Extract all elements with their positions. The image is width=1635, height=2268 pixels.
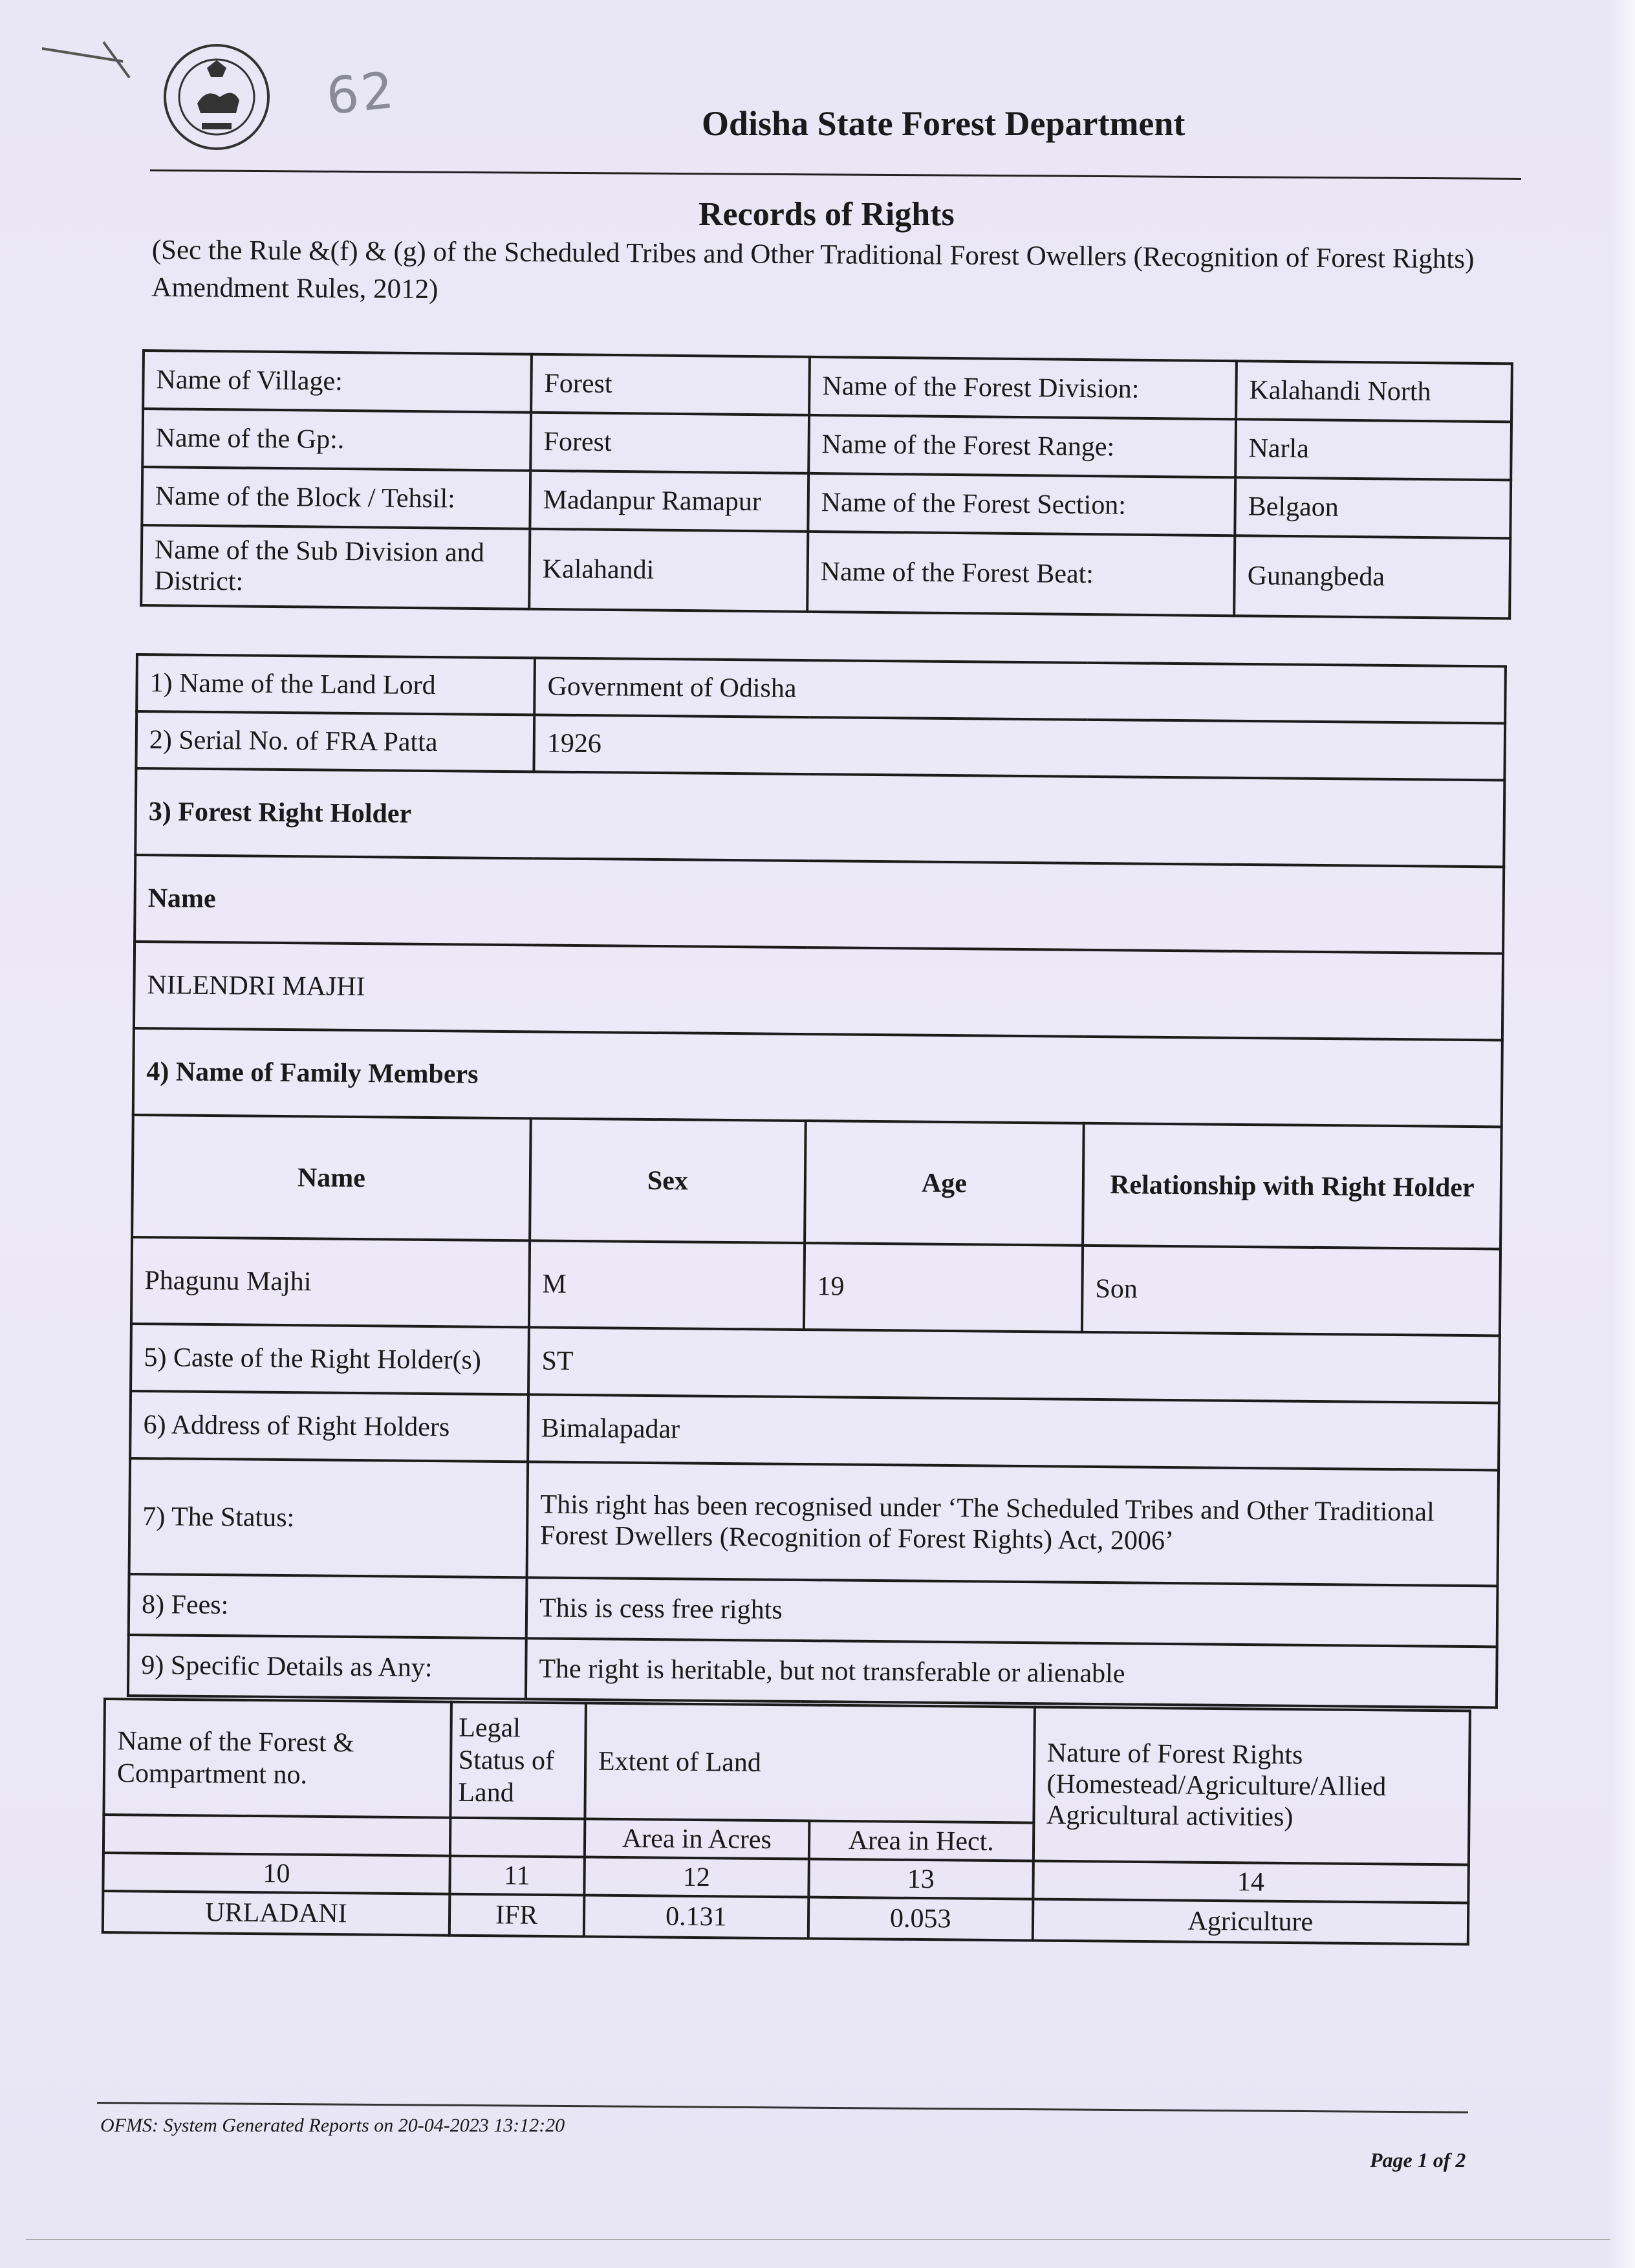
land-extent-table	[102, 1698, 1471, 1945]
rights-details-table	[127, 653, 1507, 1709]
forest-value: URLADANI	[103, 1891, 449, 1936]
col-area-hect: Area in Hect.	[809, 1821, 1034, 1861]
beat-value: Gunangbeda	[1234, 535, 1510, 618]
col-number-13: 13	[808, 1859, 1033, 1899]
range-value: Narla	[1235, 419, 1511, 480]
gp-value: Forest	[530, 413, 809, 473]
block-value: Madanpur Ramapur	[530, 471, 808, 532]
generated-report-note: OFMS: System Generated Reports on 20-04-2023 13:12:20	[100, 2115, 565, 2136]
landlord-value: Government of Odisha	[534, 658, 1506, 723]
pen-stroke-mark	[39, 36, 142, 87]
division-value: Kalahandi North	[1236, 361, 1512, 422]
division-label: Name of the Forest Division:	[809, 357, 1237, 419]
family-member-name: Phagunu Majhi	[131, 1237, 530, 1327]
holder-name: NILENDRI MAJHI	[134, 942, 1503, 1040]
legal-value: IFR	[449, 1894, 584, 1937]
footer-divider	[97, 2102, 1468, 2113]
address-value: Bimalapadar	[528, 1394, 1499, 1470]
family-member-age: 19	[804, 1243, 1083, 1332]
address-label: 6) Address of Right Holders	[130, 1391, 528, 1462]
family-col-sex: Sex	[530, 1118, 806, 1243]
table-row	[129, 1574, 1498, 1647]
col-nature: Nature of Forest Rights (Homestead/Agriculture/Allied Agricultural activities)	[1033, 1707, 1469, 1865]
status-line-2: Forest Dwellers (Recognition of Forest Rights) Act, 2006’	[539, 1520, 1175, 1556]
status-label: 7) The Status:	[129, 1458, 528, 1577]
landlord-label: 1) Name of the Land Lord	[136, 654, 535, 715]
block-label: Name of the Block / Tehsil:	[142, 467, 530, 529]
name-heading: Name	[135, 855, 1504, 953]
col-number-14: 14	[1033, 1861, 1469, 1903]
fees-value: This is cess free rights	[526, 1577, 1498, 1647]
serial-label: 2) Serial No. of FRA Patta	[136, 711, 534, 772]
section-value: Belgaon	[1235, 477, 1511, 538]
acres-value: 0.131	[584, 1895, 808, 1938]
specific-value: The right is heritable, but not transferable or alienable	[526, 1638, 1497, 1707]
status-line-1: This right has been recognised under ‘The Scheduled Tribes and Other Traditional	[540, 1489, 1435, 1528]
table-row	[133, 1028, 1502, 1127]
col-area-acres: Area in Acres	[585, 1819, 809, 1859]
header-divider	[150, 169, 1521, 180]
table-row	[131, 1237, 1500, 1335]
section-label: Name of the Forest Section:	[808, 473, 1235, 535]
family-col-relationship: Relationship with Right Holder	[1083, 1123, 1502, 1249]
table-row	[130, 1391, 1499, 1470]
handwritten-number: 62	[323, 61, 399, 127]
family-heading: 4) Name of Family Members	[133, 1028, 1502, 1127]
family-col-name: Name	[132, 1115, 531, 1240]
specific-label: 9) Specific Details as Any:	[128, 1635, 526, 1699]
table-row	[134, 942, 1503, 1040]
family-member-sex: M	[529, 1240, 805, 1330]
gp-label: Name of the Gp:.	[142, 409, 531, 471]
range-label: Name of the Forest Range:	[808, 415, 1236, 477]
table-row	[132, 1115, 1502, 1249]
nature-value: Agriculture	[1032, 1899, 1468, 1945]
location-table	[140, 349, 1513, 620]
table-row	[131, 1324, 1500, 1403]
rule-reference: (Sec the Rule &(f) & (g) of the Scheduled Tribes and Other Traditional Forest Owellers (Recognition of Forest Rights) Amendment Rules, 2012)	[151, 234, 1475, 305]
subdivision-value: Kalahandi	[529, 529, 808, 612]
page-title: Records of Rights	[698, 196, 955, 233]
table-row	[141, 525, 1510, 618]
subdivision-label: Name of the Sub Division and District:	[141, 525, 530, 609]
table-row	[129, 1458, 1499, 1586]
caste-label: 5) Caste of the Right Holder(s)	[131, 1324, 529, 1394]
holder-heading: 3) Forest Right Holder	[135, 768, 1504, 867]
page-number: Page 1 of 2	[1370, 2148, 1466, 2172]
blank-cell	[450, 1818, 585, 1857]
table-row	[135, 855, 1504, 953]
table-row	[103, 1699, 1469, 1826]
serial-value: 1926	[534, 715, 1505, 780]
page-bottom-line	[26, 2239, 1610, 2240]
col-legal-status: Legal Status of Land	[450, 1702, 586, 1819]
paper-edge	[1609, 0, 1635, 2268]
caste-value: ST	[528, 1327, 1500, 1403]
village-value: Forest	[531, 354, 810, 415]
col-number-10: 10	[103, 1853, 449, 1894]
col-number-12: 12	[584, 1857, 808, 1897]
table-row	[135, 768, 1504, 867]
fees-label: 8) Fees:	[129, 1574, 527, 1638]
hect-value: 0.053	[808, 1897, 1032, 1941]
family-col-age: Age	[805, 1121, 1084, 1246]
col-extent: Extent of Land	[585, 1703, 1034, 1823]
odisha-emblem-icon	[162, 42, 272, 152]
col-number-11: 11	[449, 1856, 585, 1895]
status-value	[527, 1462, 1499, 1586]
blank-cell	[103, 1815, 450, 1856]
village-label: Name of Village:	[143, 351, 532, 413]
department-name: Odisha State Forest Department	[702, 104, 1186, 143]
col-forest-name: Name of the Forest & Compartment no.	[103, 1699, 451, 1818]
family-member-relationship: Son	[1082, 1246, 1500, 1336]
table-row	[128, 1635, 1497, 1707]
beat-label: Name of the Forest Beat:	[807, 532, 1235, 616]
